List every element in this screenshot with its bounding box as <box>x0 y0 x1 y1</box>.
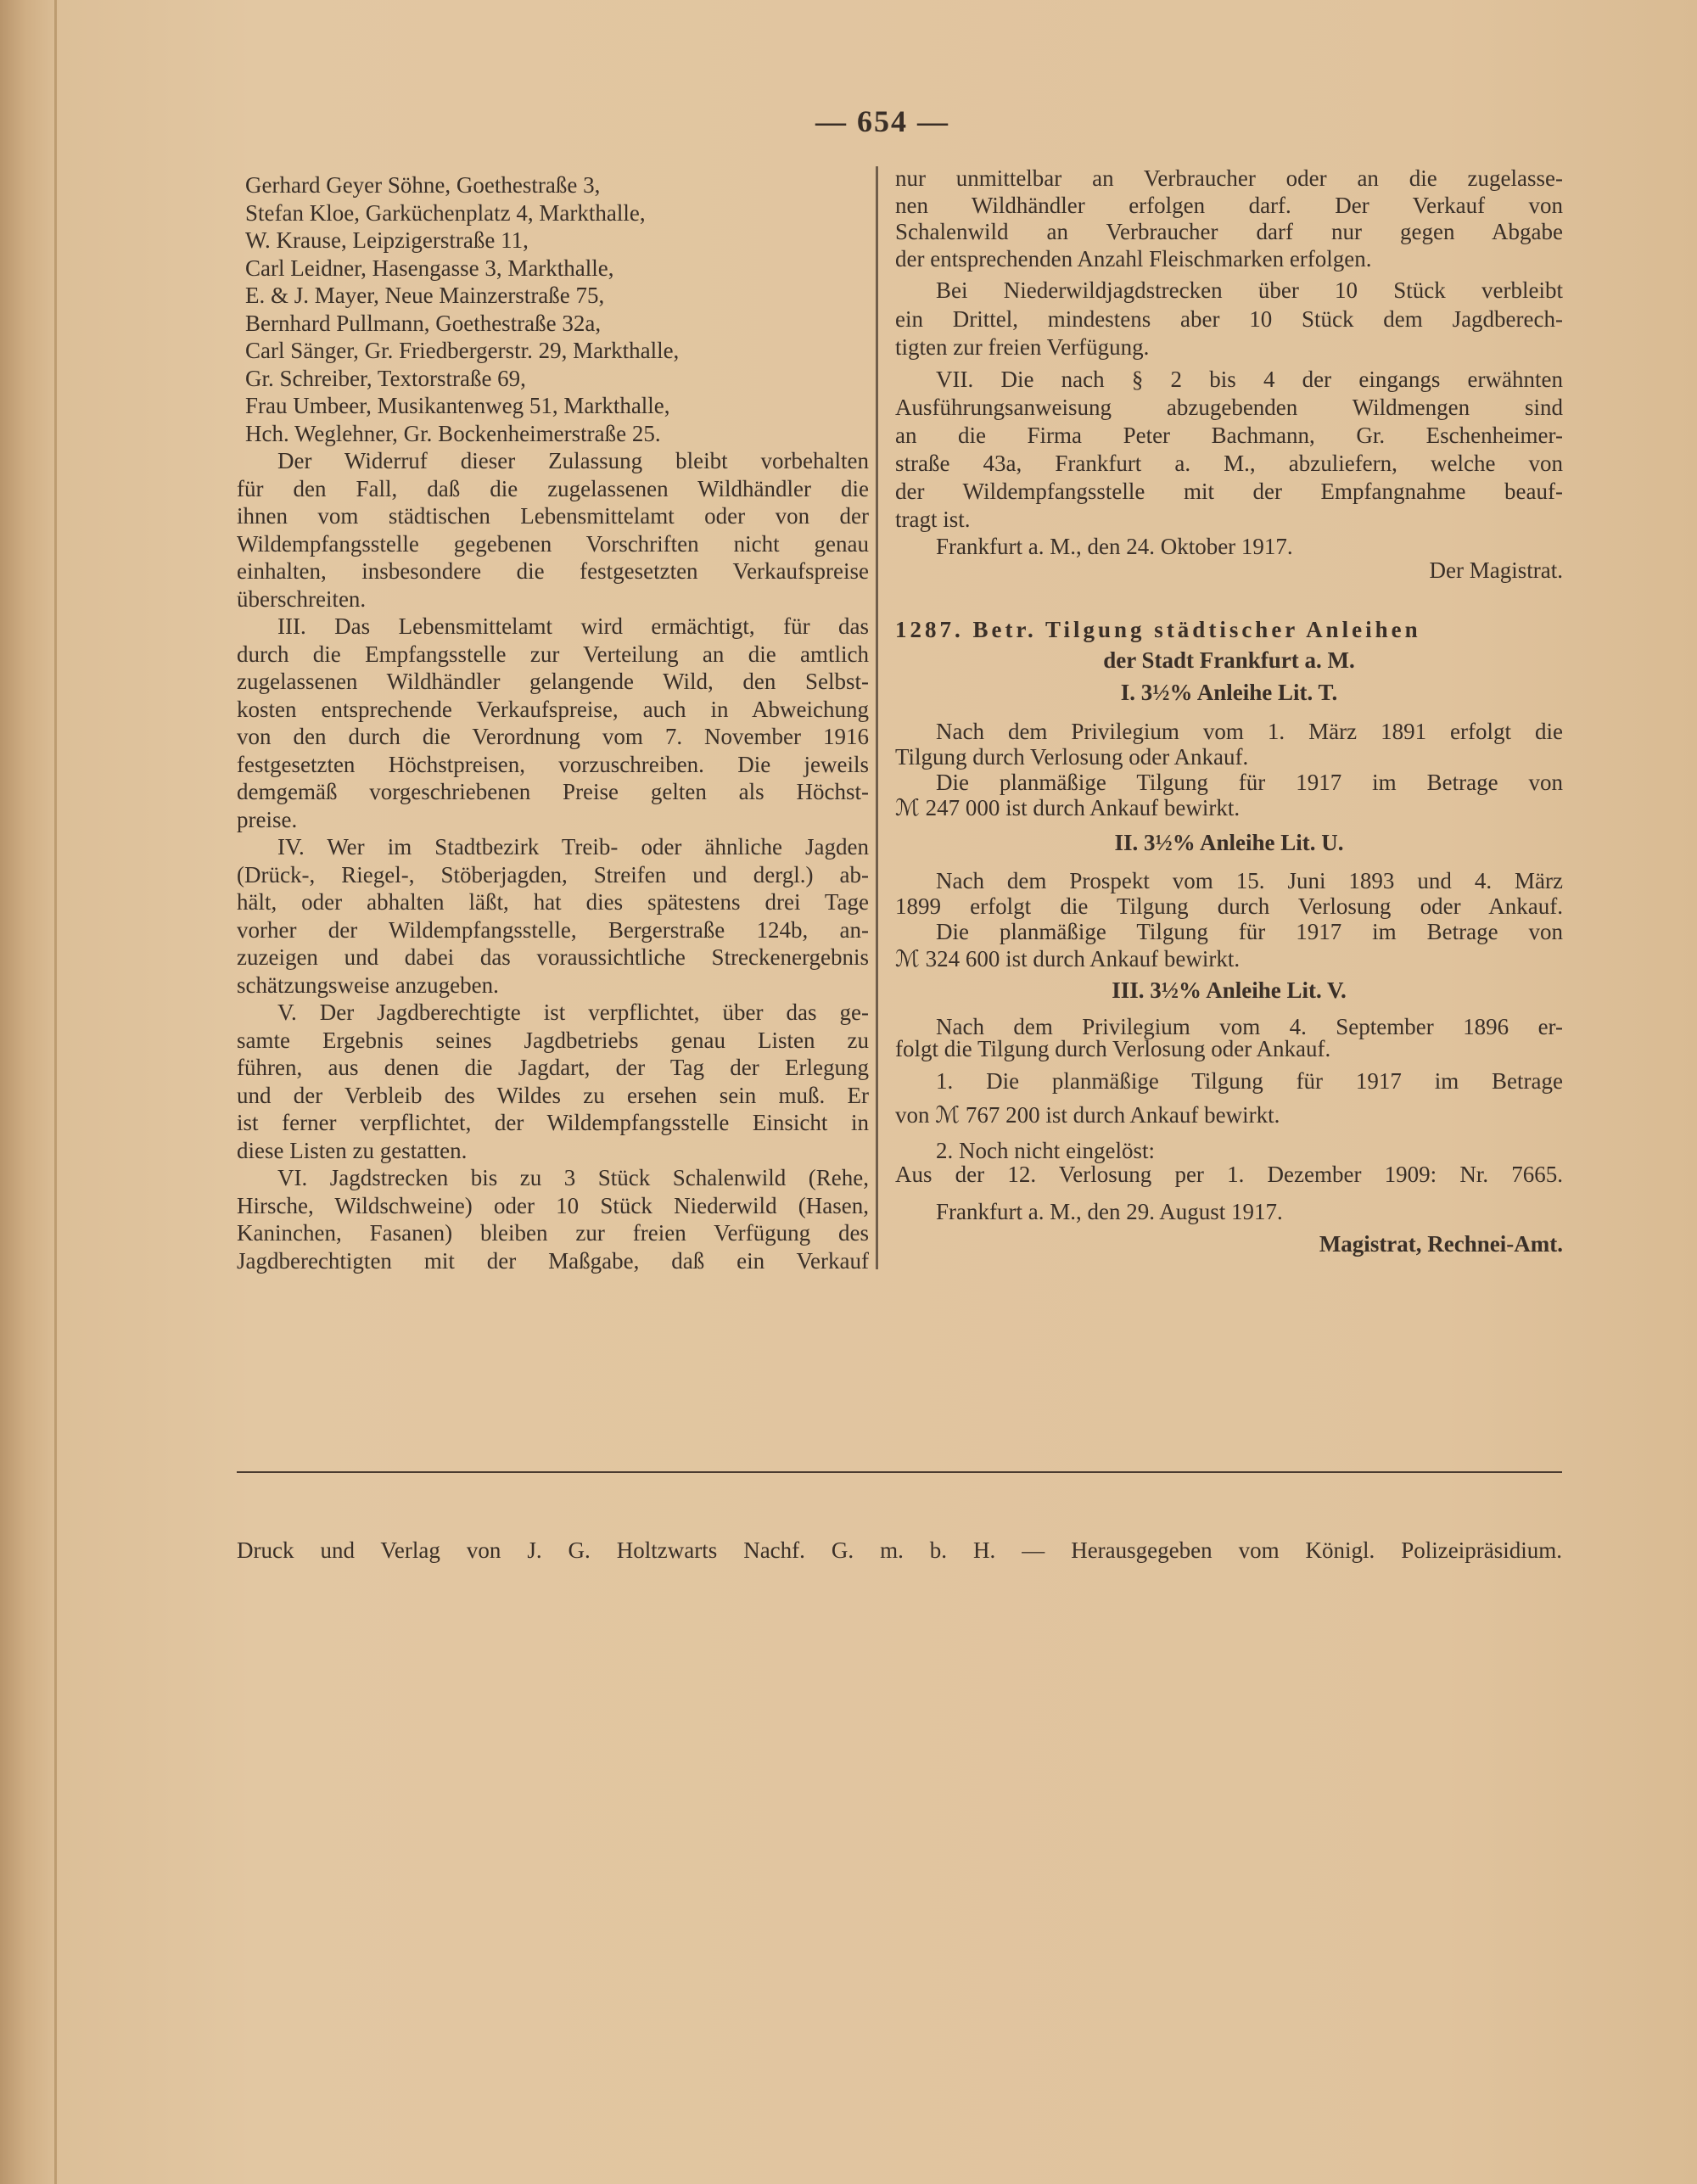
paragraph-line: Ausführungsanweisung abzugebenden Wildmengen sind <box>895 395 1563 420</box>
dealer-list-item: Carl Sänger, Gr. Friedbergerstr. 29, Markthalle, <box>245 338 680 363</box>
paragraph-line: kosten entsprechende Verkaufspreise, auch in Abweichung <box>237 696 869 722</box>
paragraph-line: preise. <box>237 806 298 832</box>
paragraph-line: für den Fall, daß die zugelassenen Wildhändler die <box>237 475 869 501</box>
paragraph-line: der entsprechenden Anzahl Fleischmarken erfolgen. <box>895 246 1372 272</box>
dealer-list-item: E. & J. Mayer, Neue Mainzerstraße 75, <box>245 283 605 308</box>
paragraph-line: samte Ergebnis seines Jagdbetriebs genau Listen zu <box>237 1027 869 1053</box>
paragraph-line: und der Verbleib des Wildes zu ersehen sein muß. Er <box>237 1082 869 1108</box>
paragraph-line: Jagdberechtigten mit der Maßgabe, daß ein Verkauf <box>237 1247 869 1274</box>
paragraph-line: führen, aus denen die Jagdart, der Tag der Erlegung <box>237 1055 869 1080</box>
paragraph-line: 2. Noch nicht eingelöst: <box>936 1138 1155 1163</box>
paragraph-line: V. Der Jagdberechtigte ist verpflichtet, über das ge- <box>277 1000 869 1025</box>
paragraph-line: ein Drittel, mindestens aber 10 Stück dem Jagdberech- <box>895 306 1563 332</box>
section-heading: 1287. Betr. Tilgung städtischer Anleihen <box>895 617 1421 642</box>
paragraph-line: Die planmäßige Tilgung für 1917 im Betrage von <box>936 770 1563 795</box>
paragraph-line: nur unmittelbar an Verbraucher oder an die zugelasse- <box>895 165 1563 191</box>
paragraph-line: von den durch die Verordnung vom 7. November 1916 <box>237 724 869 749</box>
paragraph-line: demgemäß vorgeschriebenen Preise gelten als Höchst- <box>237 779 869 804</box>
paragraph-line: an die Firma Peter Bachmann, Gr. Eschenheimer- <box>895 423 1563 448</box>
paragraph-line: Die planmäßige Tilgung für 1917 im Betrage von <box>936 919 1563 944</box>
paragraph-line: Nach dem Prospekt vom 15. Juni 1893 und 4. März <box>936 868 1563 893</box>
paragraph-line: überschreiten. <box>237 585 367 612</box>
paragraph-line: Kaninchen, Fasanen) bleiben zur freien Verfügung des <box>237 1220 869 1246</box>
paragraph-line: festgesetzten Höchstpreisen, vorzuschreiben. Die jeweils <box>237 751 869 777</box>
section-heading: der Stadt Frankfurt a. M. <box>1103 647 1355 673</box>
dealer-list-item: W. Krause, Leipzigerstraße 11, <box>245 227 529 253</box>
dealer-list-item: Gerhard Geyer Söhne, Goethestraße 3, <box>245 172 601 198</box>
paragraph-line: Nach dem Privilegium vom 1. März 1891 erfolgt die <box>936 719 1563 744</box>
paragraph-line: Frankfurt a. M., den 29. August 1917. <box>936 1199 1283 1224</box>
paragraph-line: ℳ 324 600 ist durch Ankauf bewirkt. <box>895 946 1241 972</box>
paragraph-line: einhalten, insbesondere die festgesetzten Verkaufspreise <box>237 558 869 584</box>
paragraph-line: ℳ 247 000 ist durch Ankauf bewirkt. <box>895 795 1241 820</box>
paragraph-line: Nach dem Privilegium vom 4. September 1896 er- <box>936 1014 1563 1039</box>
paragraph-line: zugelassenen Wildhändler gelangende Wild, den Selbst- <box>237 669 869 694</box>
paragraph-line: ihnen vom städtischen Lebensmittelamt oder von der <box>237 503 869 529</box>
paragraph-line: hält, oder abhalten läßt, hat dies spätestens drei Tage <box>237 889 869 915</box>
paragraph-line: 1899 erfolgt die Tilgung durch Verlosung oder Ankauf. <box>895 893 1563 919</box>
paragraph-line: folgt die Tilgung durch Verlosung oder Ankauf. <box>895 1036 1331 1061</box>
paragraph-line: Der Widerruf dieser Zulassung bleibt vorbehalten <box>277 448 869 473</box>
paragraph-line: Tilgung durch Verlosung oder Ankauf. <box>895 744 1249 770</box>
page-number: — 654 — <box>815 104 949 138</box>
footer-rule <box>237 1471 1562 1473</box>
paragraph-line: diese Listen zu gestatten. <box>237 1137 468 1163</box>
paragraph-line: vorher der Wildempfangsstelle, Bergerstraße 124b, an- <box>237 916 869 943</box>
paragraph-line: Frankfurt a. M., den 24. Oktober 1917. <box>936 534 1293 559</box>
page-edge-line <box>54 0 57 2184</box>
paragraph-line: Der Magistrat. <box>1429 557 1563 583</box>
dealer-list-item: Bernhard Pullmann, Goethestraße 32a, <box>245 310 602 336</box>
dealer-list-item: Frau Umbeer, Musikantenweg 51, Markthalle, <box>245 393 670 418</box>
paragraph-line: Bei Niederwildjagdstrecken über 10 Stück verbleibt <box>936 277 1563 303</box>
paragraph-line: zuzeigen und dabei das voraussichtliche Streckenergebnis <box>237 944 869 970</box>
dealer-list-item: Hch. Weglehner, Gr. Bockenheimerstraße 25. <box>245 420 661 446</box>
paragraph-line: tragt ist. <box>895 507 971 532</box>
footer-imprint: Druck und Verlag von J. G. Holtzwarts Nachf. G. m. b. H. — Herausgegeben vom Königl. Polizeipräsidium. <box>237 1537 1562 1563</box>
dealer-list-item: Gr. Schreiber, Textorstraße 69, <box>245 365 526 391</box>
paragraph-line: III. Das Lebensmittelamt wird ermächtigt, für das <box>277 613 869 639</box>
paragraph-line: ist ferner verpflichtet, der Wildempfangsstelle Einsicht in <box>237 1110 869 1135</box>
paragraph-line: nen Wildhändler erfolgen darf. Der Verkauf von <box>895 193 1563 218</box>
paragraph-line: Magistrat, Rechnei-Amt. <box>1319 1231 1563 1257</box>
paragraph-line: Aus der 12. Verlosung per 1. Dezember 1909: Nr. 7665. <box>895 1162 1563 1187</box>
paragraph-line: Wildempfangsstelle gegebenen Vorschriften nicht genau <box>237 530 869 557</box>
section-heading: II. 3½% Anleihe Lit. U. <box>1114 830 1344 855</box>
paragraph-line: der Wildempfangsstelle mit der Empfangnahme beauf- <box>895 479 1563 504</box>
paragraph-line: tigten zur freien Verfügung. <box>895 334 1150 360</box>
paragraph-line: von ℳ 767 200 ist durch Ankauf bewirkt. <box>895 1102 1280 1128</box>
paragraph-line: VII. Die nach § 2 bis 4 der eingangs erwähnten <box>936 367 1563 392</box>
paragraph-line: durch die Empfangsstelle zur Verteilung an die amtlich <box>237 641 869 667</box>
paragraph-line: straße 43a, Frankfurt a. M., abzuliefern, welche von <box>895 451 1563 476</box>
paragraph-line: IV. Wer im Stadtbezirk Treib- oder ähnliche Jagden <box>277 834 869 860</box>
section-heading: I. 3½% Anleihe Lit. T. <box>1120 680 1338 705</box>
paragraph-line: 1. Die planmäßige Tilgung für 1917 im Betrage <box>936 1068 1563 1094</box>
dealer-list-item: Carl Leidner, Hasengasse 3, Markthalle, <box>245 255 614 281</box>
section-heading: III. 3½% Anleihe Lit. V. <box>1112 977 1347 1003</box>
paragraph-line: VI. Jagdstrecken bis zu 3 Stück Schalenwild (Rehe, <box>277 1165 869 1190</box>
paragraph-line: (Drück-, Riegel-, Stöberjagden, Streifen und dergl.) ab- <box>237 861 869 888</box>
paragraph-line: Hirsche, Wildschweine) oder 10 Stück Niederwild (Hasen, <box>237 1192 869 1218</box>
dealer-list-item: Stefan Kloe, Garküchenplatz 4, Markthalle, <box>245 199 646 226</box>
paragraph-line: schätzungsweise anzugeben. <box>237 972 499 998</box>
paragraph-line: Schalenwild an Verbraucher darf nur gegen Abgabe <box>895 219 1563 244</box>
